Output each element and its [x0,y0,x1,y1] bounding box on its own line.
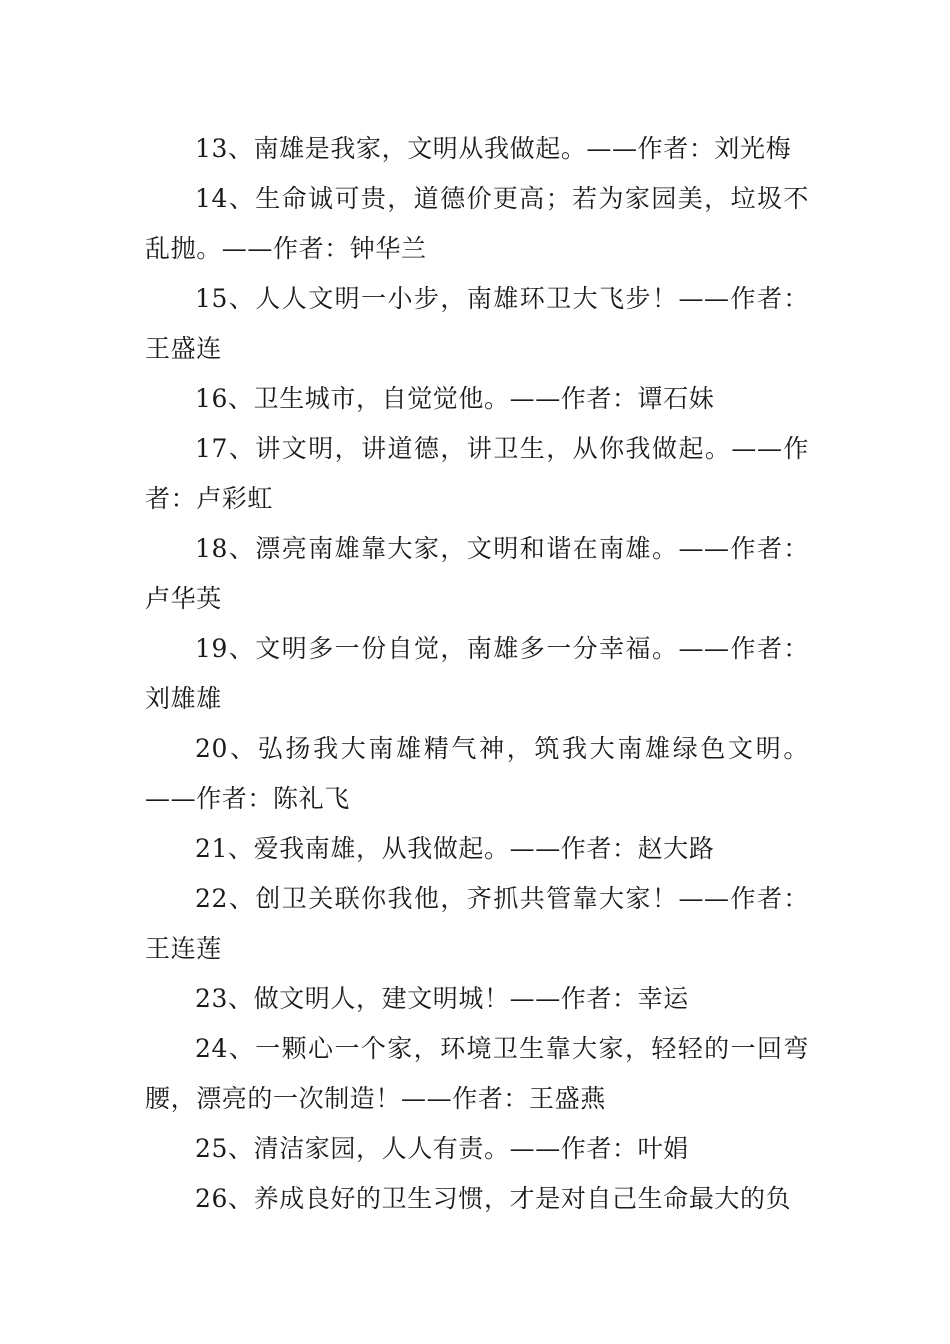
paragraph-21: 21、爱我南雄，从我做起。——作者：赵大路 [195,834,715,863]
paragraph-16: 16、卫生城市，自觉觉他。——作者：谭石妹 [195,384,715,413]
paragraph-17: 17、讲文明，讲道德，讲卫生，从你我做起。——作者：卢彩虹 [145,434,809,513]
paragraph-23: 23、做文明人，建文明城！——作者：幸运 [195,984,689,1013]
paragraph-26: 26、养成良好的卫生习惯，才是对自己生命最大的负 [195,1184,792,1213]
paragraph-22: 22、创卫关联你我他，齐抓共管靠大家！——作者：王连莲 [145,884,809,963]
paragraph-20: 20、弘扬我大南雄精气神，筑我大南雄绿色文明。——作者：陈礼飞 [145,734,809,813]
paragraph-19: 19、文明多一份自觉，南雄多一分幸福。——作者：刘雄雄 [145,634,809,713]
paragraph-18: 18、漂亮南雄靠大家，文明和谐在南雄。——作者：卢华英 [145,534,809,613]
paragraph-24: 24、一颗心一个家，环境卫生靠大家，轻轻的一回弯腰，漂亮的一次制造！——作者：王盛燕 [145,1034,809,1113]
document-body [145,124,809,1224]
paragraph-14: 14、生命诚可贵，道德价更高；若为家园美，垃圾不乱抛。——作者：钟华兰 [145,184,809,263]
paragraph-13: 13、南雄是我家，文明从我做起。——作者：刘光梅 [195,134,792,163]
paragraph-15: 15、人人文明一小步，南雄环卫大飞步！——作者：王盛连 [145,284,809,363]
paragraph-25: 25、清洁家园，人人有责。——作者：叶娟 [195,1134,689,1163]
